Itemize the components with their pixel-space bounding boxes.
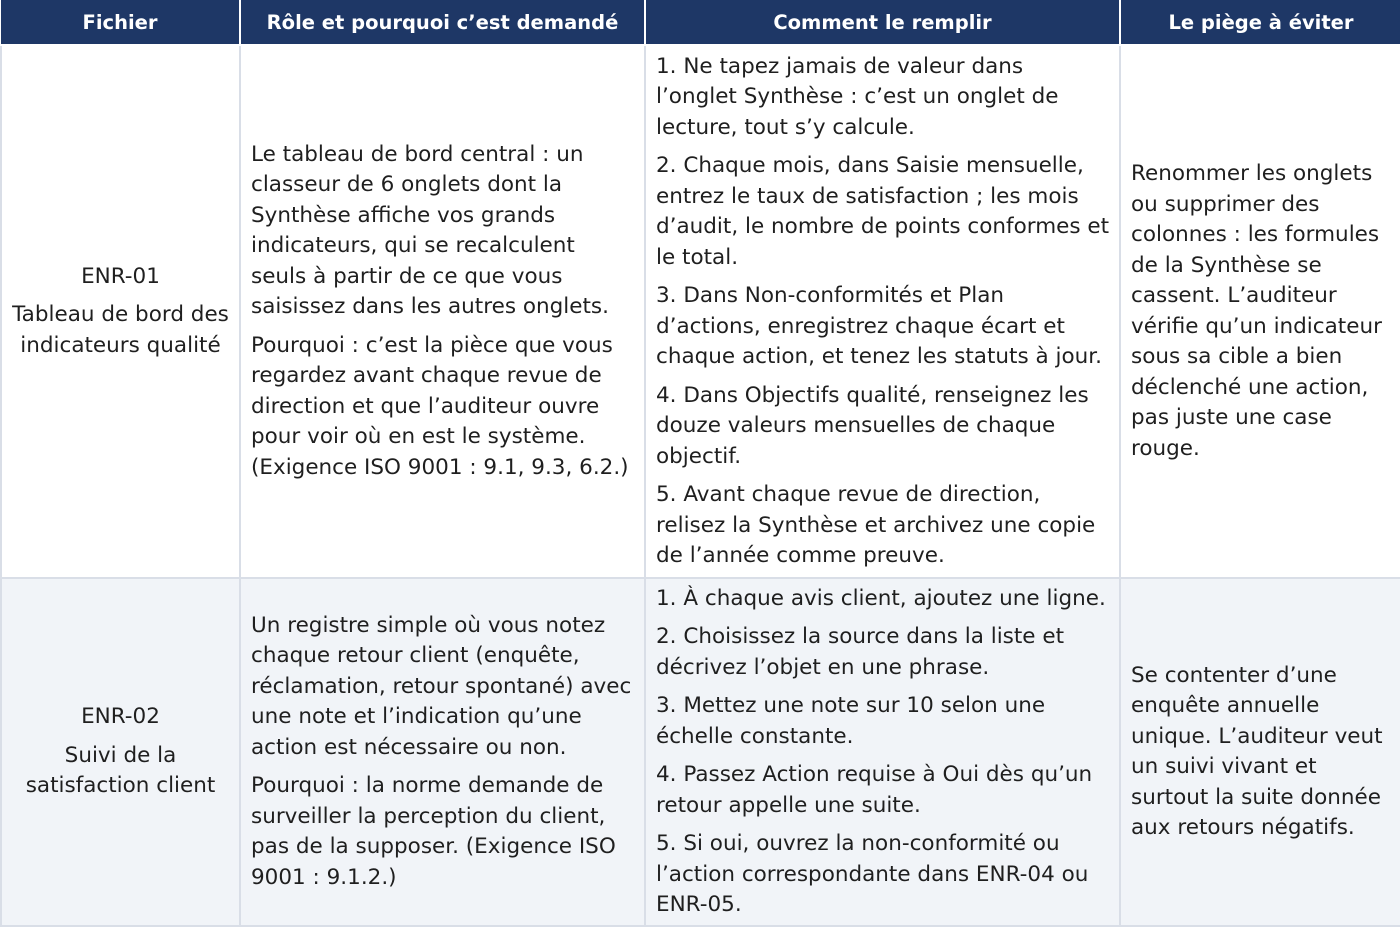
step-item: 2. Chaque mois, dans Saisie mensuelle, entrez le taux de satisfaction ; les mois d’audit, le nombre de points conformes et le total.	[656, 153, 1110, 270]
header-role: Rôle et pourquoi c’est demandé	[240, 0, 645, 45]
step-item: 2. Choisissez la source dans la liste et décrivez l’objet en une phrase.	[656, 624, 1065, 680]
steps-cell	[645, 578, 1120, 926]
file-code: ENR-02	[81, 704, 160, 730]
file-cell	[1, 578, 240, 926]
steps-cell	[645, 45, 1120, 578]
table-header	[1, 0, 1400, 45]
file-name: Suivi de la satisfaction client	[25, 742, 216, 799]
step-item: 5. Si oui, ouvrez la non-conformité ou l’action correspondante dans ENR-04 ou ENR-05.	[656, 831, 1089, 917]
header-how-to-fill: Comment le remplir	[645, 0, 1120, 45]
step-item: 3. Dans Non-conformités et Plan d’actions, enregistrez chaque écart et chaque action, et tenez les statuts à jour.	[656, 283, 1102, 369]
table-body	[1, 45, 1400, 926]
file-code: ENR-01	[81, 263, 160, 289]
pitfall-text: Se contenter d’une enquête annuelle unique. L’auditeur veut un suivi vivant et surtout la suite donnée aux retours négatifs.	[1131, 662, 1383, 840]
step-item: 5. Avant chaque revue de direction, relisez la Synthèse et archivez une copie de l’année comme preuve.	[656, 482, 1096, 568]
role-cell	[240, 45, 645, 578]
step-item: 1. À chaque avis client, ajoutez une ligne.	[656, 585, 1106, 611]
header-file: Fichier	[1, 0, 240, 45]
file-cell	[1, 45, 240, 578]
step-item: 4. Passez Action requise à Oui dès qu’un retour appelle une suite.	[656, 762, 1093, 818]
step-item: 4. Dans Objectifs qualité, renseignez les douze valeurs mensuelles de chaque objectif.	[656, 382, 1089, 469]
table-row	[1, 45, 1400, 578]
header-row	[1, 0, 1400, 45]
role-reason: Pourquoi : la norme demande de surveiller la perception du client, pas de la supposer. (Exigence ISO 9001 : 9.1.2.)	[251, 773, 616, 890]
pitfall-cell	[1120, 578, 1400, 926]
header-pitfall: Le piège à éviter	[1120, 0, 1400, 45]
role-cell	[240, 578, 645, 926]
pitfall-text: Renommer les onglets ou supprimer des colonnes : les formules de la Synthèse se cassent. L’auditeur vérifie qu’un indicateur sous sa cible a bien déclenché une action, pas juste une case rouge.	[1131, 161, 1382, 461]
role-reason: Pourquoi : c’est la pièce que vous regardez avant chaque revue de direction et que l’auditeur ouvre pour voir où en est le système. (Exigence ISO 9001 : 9.1, 9.3, 6.2.)	[251, 332, 629, 480]
role-description: Un registre simple où vous notez chaque retour client (enquête, réclamation, retour spontané) avec une note et l’indication qu’une action est nécessaire ou non.	[251, 612, 632, 760]
file-name: Tableau de bord des indicateurs qualité	[12, 302, 229, 358]
step-item: 3. Mettez une note sur 10 selon une échelle constante.	[656, 693, 1046, 749]
step-item: 1. Ne tapez jamais de valeur dans l’onglet Synthèse : c’est un onglet de lecture, tout s’y calcule.	[656, 53, 1059, 140]
pitfall-cell	[1120, 45, 1400, 578]
table-row	[1, 578, 1400, 926]
role-description: Le tableau de bord central : un classeur de 6 onglets dont la Synthèse affiche vos grands indicateurs, qui se recalculent seuls à partir de ce que vous saisissez dans les autres onglets.	[251, 141, 609, 320]
